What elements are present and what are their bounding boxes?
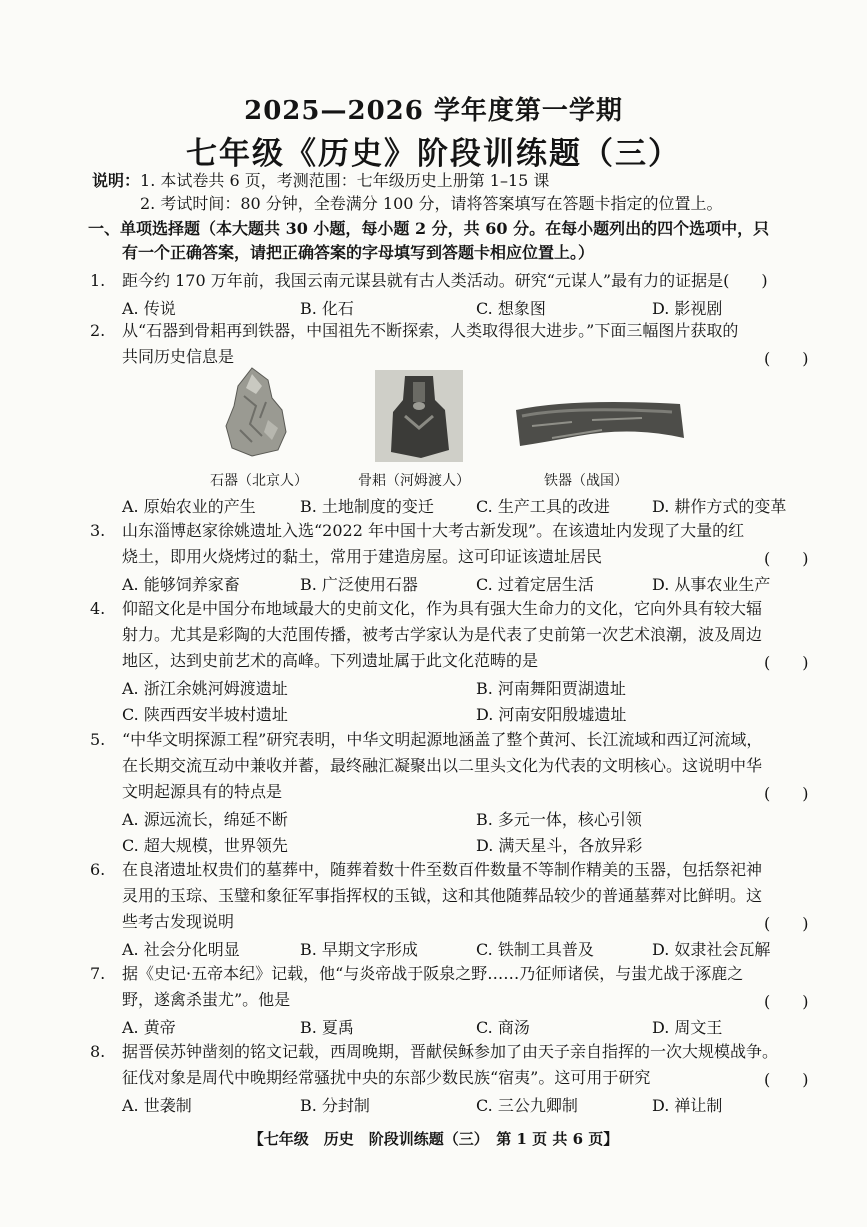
- question-6-option-a[interactable]: A. 社会分化明显: [122, 940, 240, 959]
- stone-tool-caption: 石器（北京人）: [210, 473, 308, 489]
- question-7-number: 7.: [90, 964, 106, 983]
- question-6-option-d[interactable]: D. 奴隶社会瓦解: [652, 940, 771, 959]
- question-8-option-c[interactable]: C. 三公九卿制: [476, 1096, 578, 1115]
- bone-spade-image: [375, 370, 463, 462]
- question-6-answer-blank[interactable]: ( ): [764, 914, 809, 933]
- notes-line-1: [92, 170, 549, 192]
- question-7-option-d[interactable]: D. 周文王: [652, 1018, 723, 1037]
- question-1-number: 1.: [90, 271, 106, 290]
- note-2: 2. 考试时间：80 分钟，全卷满分 100 分，请将答案填写在答题卡指定的位置上。: [140, 194, 723, 213]
- question-7-option-a[interactable]: A. 黄帝: [122, 1018, 176, 1037]
- question-7-stem-line-1: 据《史记·五帝本纪》记载，他“与炎帝战于阪泉之野……乃征师诸侯，与蚩尤战于涿鹿之: [122, 964, 744, 983]
- question-3-stem-line-1: 山东淄博赵家徐姚遗址入选“2022 年中国十大考古新发现”。在该遗址内发现了大量的红: [122, 521, 745, 540]
- question-6-option-c[interactable]: C. 铁制工具普及: [476, 940, 594, 959]
- iron-tool-image: [512, 396, 688, 448]
- question-5-option-c[interactable]: C. 超大规模，世界领先: [122, 836, 288, 855]
- question-5-option-a[interactable]: A. 源远流长，绵延不断: [122, 810, 288, 829]
- question-5-number: 5.: [90, 730, 106, 749]
- question-6-stem-line-1: 在良渚遗址权贵们的墓葬中，随葬着数十件至数百件数量不等制作精美的玉器，包括祭祀神: [122, 860, 763, 879]
- question-5-stem-line-1: “中华文明探源工程”研究表明，中华文明起源地涵盖了整个黄河、长江流域和西辽河流域，: [122, 730, 763, 749]
- question-6-stem-line-3: 些考古发现说明: [122, 912, 235, 931]
- question-7-answer-blank[interactable]: ( ): [764, 992, 809, 1011]
- question-3-option-b[interactable]: B. 广泛使用石器: [300, 575, 418, 594]
- question-8-option-d[interactable]: D. 禅让制: [652, 1096, 723, 1115]
- notes-label: 说明：: [92, 171, 141, 190]
- question-6-number: 6.: [90, 860, 106, 879]
- question-8-stem-line-2: 征伐对象是周代中晚期经常骚扰中央的东部少数民族“宿夷”。这可用于研究: [122, 1068, 651, 1087]
- question-8-option-b[interactable]: B. 分封制: [300, 1096, 370, 1115]
- question-5-stem-line-2: 在长期交流互动中兼收并蓄，最终融汇凝聚出以二里头文化为代表的文明核心。这说明中华: [122, 756, 763, 775]
- question-3-option-d[interactable]: D. 从事农业生产: [652, 575, 771, 594]
- exam-term-title: 2025—2026 学年度第一学期: [244, 96, 623, 126]
- question-4-option-d[interactable]: D. 河南安阳殷墟遗址: [476, 705, 627, 724]
- question-2-number: 2.: [90, 321, 106, 340]
- question-3-number: 3.: [90, 521, 106, 540]
- question-8-option-a[interactable]: A. 世袭制: [122, 1096, 192, 1115]
- stone-tool-image: [222, 366, 290, 458]
- section-heading-line-2: 有一个正确答案，请把正确答案的字母填写到答题卡相应位置上。）: [122, 243, 595, 262]
- question-7-option-b[interactable]: B. 夏禹: [300, 1018, 354, 1037]
- question-2-stem-line-2: 共同历史信息是: [122, 347, 235, 366]
- question-2-stem-line-1: 从“石器到骨耜再到铁器，中国祖先不断探索，人类取得很大进步。”下面三幅图片获取的: [122, 321, 739, 340]
- question-8-stem-line-1: 据晋侯苏钟凿刻的铭文记载，西周晚期，晋献侯稣参加了由天子亲自指挥的一次大规模战争。: [122, 1042, 779, 1061]
- question-3-answer-blank[interactable]: ( ): [764, 549, 809, 568]
- question-4-option-b[interactable]: B. 河南舞阳贾湖遗址: [476, 679, 626, 698]
- question-3-option-c[interactable]: C. 过着定居生活: [476, 575, 594, 594]
- exam-main-title: 七年级《历史》阶段训练题（三）: [186, 136, 681, 172]
- question-5-option-b[interactable]: B. 多元一体，核心引领: [476, 810, 642, 829]
- question-1-option-c[interactable]: C. 想象图: [476, 299, 546, 318]
- question-3-option-a[interactable]: A. 能够饲养家畜: [122, 575, 240, 594]
- question-2-option-d[interactable]: D. 耕作方式的变革: [652, 497, 787, 516]
- question-4-option-a[interactable]: A. 浙江余姚河姆渡遗址: [122, 679, 288, 698]
- question-1-option-d[interactable]: D. 影视剧: [652, 299, 723, 318]
- question-6-stem-line-2: 灵用的玉琮、玉璧和象征军事指挥权的玉钺，这和其他随葬品较少的普通墓葬对比鲜明。这: [122, 886, 763, 905]
- question-4-stem-line-1: 仰韶文化是中国分布地域最大的史前文化，作为具有强大生命力的文化，它向外具有较大辐: [122, 599, 763, 618]
- question-8-answer-blank[interactable]: ( ): [764, 1070, 809, 1089]
- question-2-option-a[interactable]: A. 原始农业的产生: [122, 497, 256, 516]
- question-1-option-b[interactable]: B. 化石: [300, 299, 354, 318]
- question-3-stem-line-2: 烧土，即用火烧烤过的黏土，常用于建造房屋。这可印证该遗址居民: [122, 547, 603, 566]
- question-5-answer-blank[interactable]: ( ): [764, 784, 809, 803]
- page-footer: 【七年级 历史 阶段训练题（三） 第 1 页 共 6 页】: [248, 1130, 619, 1148]
- question-4-option-c[interactable]: C. 陕西西安半坡村遗址: [122, 705, 288, 724]
- question-8-number: 8.: [90, 1042, 106, 1061]
- question-7-option-c[interactable]: C. 商汤: [476, 1018, 530, 1037]
- question-4-number: 4.: [90, 599, 106, 618]
- question-5-option-d[interactable]: D. 满天星斗，各放异彩: [476, 836, 643, 855]
- note-1: 1. 本试卷共 6 页，考测范围：七年级历史上册第 1–15 课: [140, 171, 550, 190]
- section-heading-line-1: 一、单项选择题（本大题共 30 小题，每小题 2 分，共 60 分。在每小题列出的四个选项中，只: [88, 219, 770, 238]
- question-4-answer-blank[interactable]: ( ): [764, 653, 809, 672]
- question-1-stem: 距今约 170 万年前，我国云南元谋县就有古人类活动。研究“元谋人”最有力的证据是( ): [122, 271, 768, 290]
- question-1-option-a[interactable]: A. 传说: [122, 299, 176, 318]
- question-7-stem-line-2: 野，遂禽杀蚩尤”。他是: [122, 990, 291, 1009]
- question-4-stem-line-2: 射力。尤其是彩陶的大范围传播，被考古学家认为是代表了史前第一次艺术浪潮，波及周边: [122, 625, 763, 644]
- question-5-stem-line-3: 文明起源具有的特点是: [122, 782, 283, 801]
- question-2-option-c[interactable]: C. 生产工具的改进: [476, 497, 610, 516]
- question-4-stem-line-3: 地区，达到史前艺术的高峰。下列遗址属于此文化范畴的是: [122, 651, 539, 670]
- iron-tool-caption: 铁器（战国）: [544, 473, 628, 489]
- question-6-option-b[interactable]: B. 早期文字形成: [300, 940, 418, 959]
- question-2-option-b[interactable]: B. 土地制度的变迁: [300, 497, 434, 516]
- question-2-answer-blank[interactable]: ( ): [764, 349, 809, 368]
- bone-spade-caption: 骨耜（河姆渡人）: [358, 473, 470, 489]
